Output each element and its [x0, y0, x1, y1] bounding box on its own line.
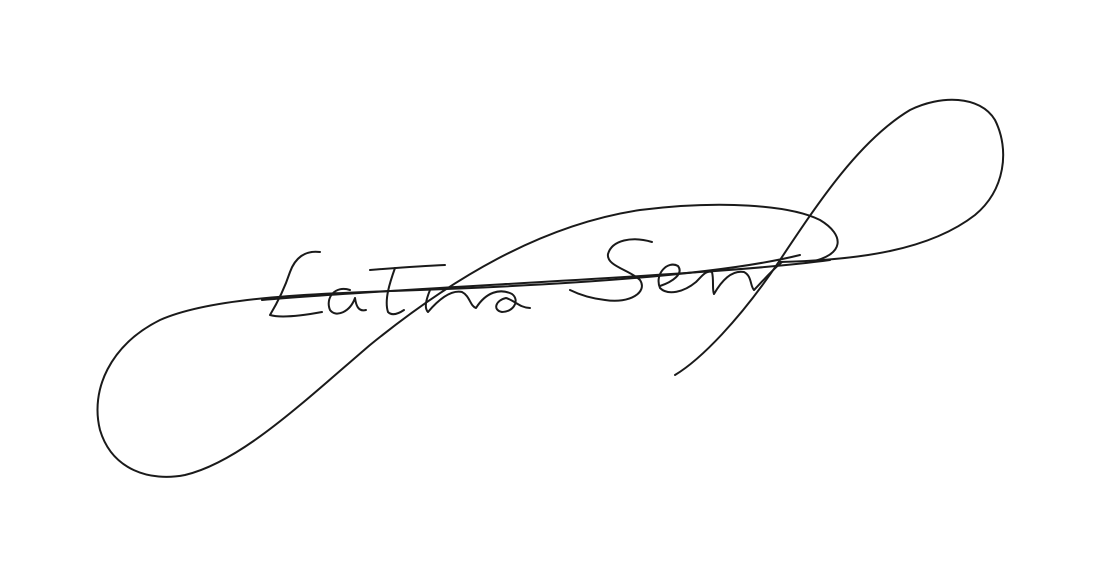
signature-ink — [98, 100, 1004, 477]
signature-letter-c — [270, 252, 322, 317]
signature-letter-t-bar — [370, 265, 445, 270]
signature-letter-s — [570, 239, 652, 300]
signature-stroke-right-loop — [675, 100, 1003, 375]
signature-stroke-left-loop — [98, 205, 838, 477]
